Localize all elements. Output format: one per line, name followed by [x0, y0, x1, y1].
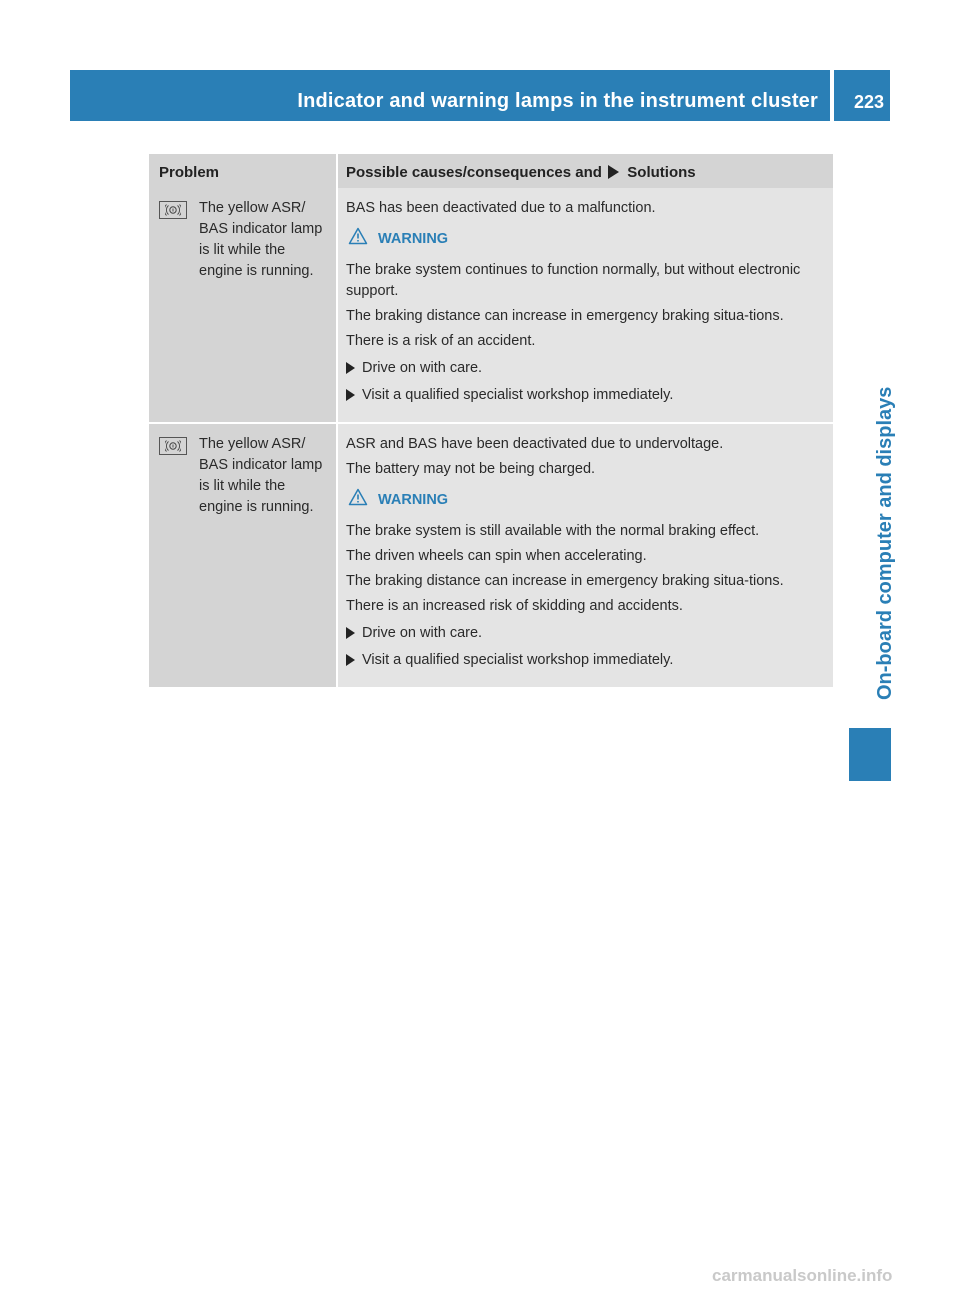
warning-text: The braking distance can increase in emergency braking situa-tions.: [346, 308, 784, 324]
column-header-solutions-pre: Possible causes/consequences and: [346, 164, 602, 181]
warning-text: The braking distance can increase in emergency braking situa-tions.: [346, 573, 784, 589]
table-body: [149, 188, 833, 687]
cause-text: ASR and BAS have been deactivated due to undervoltage.: [346, 436, 724, 452]
action-arrow-icon: [346, 389, 355, 401]
solution-arrow-icon: [608, 165, 619, 179]
solution-cell: [336, 188, 833, 422]
column-header-solutions-post: Solutions: [627, 164, 696, 181]
action-step: [346, 358, 827, 379]
solution-cell: [336, 424, 833, 687]
action-arrow-icon: [346, 362, 355, 374]
action-text: Visit a qualified specialist workshop immediately.: [362, 652, 674, 668]
page-header-bar: [70, 70, 830, 121]
warning-text: The brake system is still available with the normal braking effect.: [346, 523, 760, 539]
problem-text: The yellow ASR/ BAS indicator lamp is lit while the engine is running.: [199, 436, 323, 515]
warning-label: WARNING: [378, 231, 449, 247]
watermark: carmanualsonline.info: [712, 1266, 893, 1285]
problem-cell: [149, 188, 336, 422]
action-arrow-icon: [346, 627, 355, 639]
warning-heading: [348, 227, 827, 252]
warning-label: WARNING: [378, 492, 449, 508]
table-row: [149, 422, 833, 687]
warning-text: The driven wheels can spin when accelerating.: [346, 548, 647, 564]
warning-triangle-icon: [348, 227, 378, 252]
asr-bas-warning-lamp-icon: [159, 437, 187, 455]
action-text: Drive on with care.: [362, 625, 483, 641]
action-arrow-icon: [346, 654, 355, 666]
action-step: [346, 650, 827, 671]
table-row: [149, 188, 833, 422]
action-step: [346, 623, 827, 644]
action-text: Drive on with care.: [362, 360, 483, 376]
cause-text: BAS has been deactivated due to a malfunction.: [346, 200, 656, 216]
asr-bas-warning-lamp-icon: [159, 201, 187, 219]
page-title: Indicator and warning lamps in the instrument cluster: [297, 90, 818, 112]
warning-text: The brake system continues to function normally, but without electronic support.: [346, 262, 801, 299]
warning-triangle-icon: [348, 488, 378, 513]
action-step: [346, 385, 827, 406]
cause-text: The battery may not be being charged.: [346, 461, 596, 477]
page-number: 223: [853, 92, 884, 112]
column-header-problem: Problem: [159, 164, 220, 181]
warning-text: There is an increased risk of skidding and accidents.: [346, 598, 683, 614]
page-number-box: [834, 70, 890, 121]
problem-solution-table: [149, 154, 833, 687]
side-tab-label: On-board computer and displays: [874, 386, 896, 700]
warning-text: There is a risk of an accident.: [346, 333, 536, 349]
column-header-solutions: [336, 154, 833, 188]
side-tab-marker: [849, 728, 891, 781]
action-text: Visit a qualified specialist workshop immediately.: [362, 387, 674, 403]
problem-cell: [149, 424, 336, 687]
problem-text: The yellow ASR/ BAS indicator lamp is lit while the engine is running.: [199, 200, 323, 279]
warning-heading: [348, 488, 827, 513]
table-header: [149, 154, 833, 188]
